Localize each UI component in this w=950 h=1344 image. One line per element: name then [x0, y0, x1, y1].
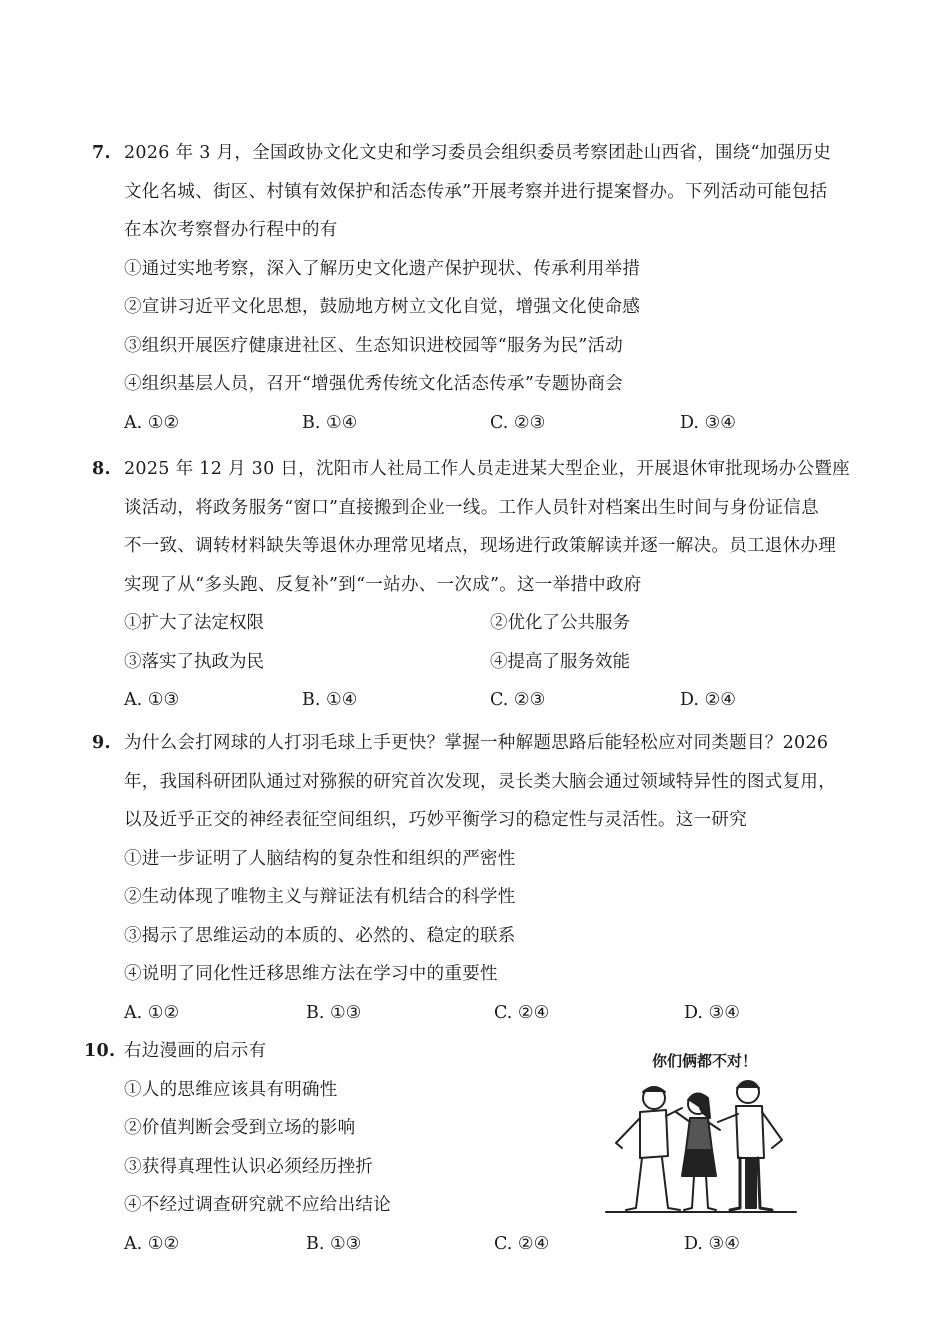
- answer-c: C. ②④: [494, 1002, 550, 1023]
- question-9-stem-line-3: 以及近乎正交的神经表征空间组织，巧妙平衡学习的稳定性与灵活性。这一研究: [124, 810, 747, 830]
- question-8-stem-line-3: 不一致、调转材料缺失等退休办理常见堵点，现场进行政策解读并逐一解决。员工退休办理: [124, 536, 836, 556]
- question-8-stem-line-1: 8. 2025 年 12 月 30 日，沈阳市人社局工作人员走进某大型企业，开展退休审批现场办公暨座: [92, 450, 882, 489]
- answer-d: D. ③④: [680, 412, 736, 433]
- option-2: ②生动体现了唯物主义与辩证法有机结合的科学性: [124, 887, 516, 907]
- answer-a: A. ①②: [124, 1233, 180, 1254]
- answer-c: C. ②④: [494, 1233, 550, 1254]
- question-10-stem-line-1: 10. 右边漫画的启示有: [92, 1032, 882, 1071]
- answer-d: D. ③④: [684, 1002, 740, 1023]
- answer-choices: [92, 1225, 882, 1264]
- option-row: [92, 604, 882, 643]
- answer-b: B. ①④: [302, 412, 358, 433]
- option-3: ③获得真理性认识必须经历挫折: [124, 1156, 374, 1177]
- question-9-stem-line-1: 9. 为什么会打网球的人打羽毛球上手更快？掌握一种解题思路后能轻松应对同类题目？2026: [92, 724, 882, 763]
- option-1: ①扩大了法定权限: [124, 613, 264, 633]
- option-3: ③组织开展医疗健康进社区、生态知识进校园等“服务为民”活动: [124, 335, 624, 356]
- option-2: ②宣讲习近平文化思想，鼓励地方树立文化自觉，增强文化使命感: [124, 297, 641, 317]
- answer-c: C. ②③: [490, 412, 546, 433]
- answer-a: A. ①③: [124, 690, 180, 710]
- option-2: ②优化了公共服务: [490, 613, 630, 633]
- question-number: 7.: [92, 143, 111, 163]
- answer-b: B. ①④: [302, 690, 358, 710]
- option-4: ④不经过调查研究就不应给出结论: [124, 1195, 391, 1215]
- option-1: ①人的思维应该具有明确性: [124, 1079, 338, 1100]
- option-2: ②价值判断会受到立场的影响: [124, 1118, 356, 1138]
- cartoon-caption: 你们俩都不对！: [652, 1052, 758, 1070]
- question-number: 8.: [92, 459, 111, 479]
- option-3: ③落实了执政为民: [124, 651, 264, 672]
- question-7-stem-line-1: 7. 2026 年 3 月，全国政协文化文史和学习委员会组织委员考察团赴山西省，围绕“加强历史: [92, 134, 882, 173]
- answer-d: D. ②④: [680, 690, 736, 710]
- option-3: ③揭示了思维运动的本质的、必然的、稳定的联系: [124, 925, 516, 946]
- question-number: 9.: [92, 733, 111, 753]
- answer-d: D. ③④: [684, 1233, 740, 1254]
- option-4: ④组织基层人员，召开“增强优秀传统文化活态传承”专题协商会: [124, 374, 624, 394]
- question-7-stem-line-3: 在本次考察督办行程中的有: [124, 220, 338, 240]
- question-8-stem-line-2: 谈活动，将政务服务“窗口”直接搬到企业一线。工作人员针对档案出生时间与身份证信息: [124, 497, 819, 518]
- answer-b: B. ①③: [306, 1233, 362, 1254]
- option-4: ④说明了同化性迁移思维方法在学习中的重要性: [124, 964, 498, 984]
- option-1: ①通过实地考察，深入了解历史文化遗产保护现状、传承利用举措: [124, 258, 641, 279]
- question-7-stem-line-2: 文化名城、街区、村镇有效保护和活态传承”开展考察并进行提案督办。下列活动可能包括: [124, 181, 828, 202]
- cartoon-figures: [596, 1048, 816, 1218]
- question-7: [92, 134, 882, 442]
- option-1: ①进一步证明了人脑结构的复杂性和组织的严密性: [124, 848, 516, 869]
- answer-choices: [92, 404, 882, 443]
- question-9-stem-line-2: 年，我国科研团队通过对猕猴的研究首次发现，灵长类大脑会通过领域特异性的图式复用，: [124, 771, 836, 792]
- answer-b: B. ①③: [306, 1002, 362, 1023]
- answer-a: A. ①②: [124, 1002, 180, 1023]
- answer-choices: [92, 681, 882, 720]
- option-row: [92, 643, 882, 682]
- answer-a: A. ①②: [124, 412, 180, 433]
- question-number: 10.: [84, 1041, 116, 1061]
- option-4: ④提高了服务效能: [490, 651, 630, 672]
- answer-choices: [92, 994, 882, 1033]
- question-8: [92, 450, 882, 720]
- question-8-stem-line-4: 实现了从“多头跑、反复补”到“一站办、一次成”。这一举措中政府: [124, 574, 642, 595]
- answer-c: C. ②③: [490, 690, 546, 710]
- cartoon-illustration: [596, 1048, 816, 1218]
- question-9: [92, 724, 882, 1032]
